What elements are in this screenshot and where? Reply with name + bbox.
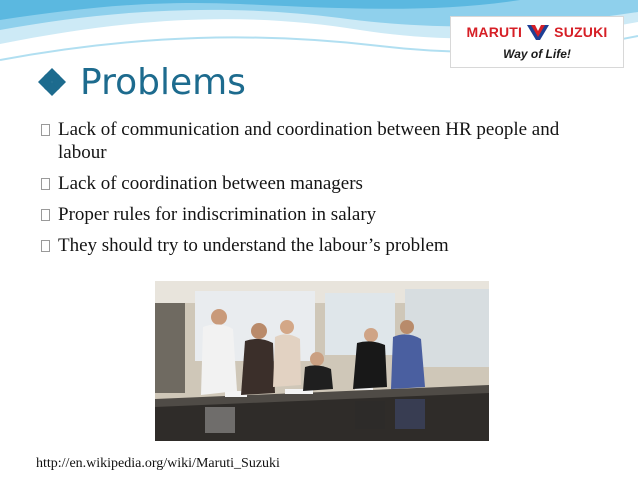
office-meeting-photo <box>155 281 489 441</box>
source-link-text: http://en.wikipedia.org/wiki/Maruti_Suzuki <box>36 456 280 471</box>
problem-item <box>40 118 610 164</box>
logo-brand-maruti: MARUTI <box>466 24 523 40</box>
problem-text: Lack of coordination between managers <box>58 173 363 194</box>
problem-list <box>40 118 610 265</box>
bullet-box-icon <box>41 209 50 221</box>
bullet-box-icon <box>41 124 50 136</box>
problem-text: Proper rules for indiscrimination in salary <box>58 204 377 225</box>
problem-text: Lack of communication and coordination between HR people and labour <box>58 119 560 163</box>
problem-item <box>40 172 610 195</box>
maruti-suzuki-logo <box>450 16 624 68</box>
bullet-box-icon <box>41 178 50 190</box>
slide-title <box>36 58 246 106</box>
problem-item <box>40 234 610 257</box>
logo-tagline: Way of Life! <box>503 47 571 61</box>
bullet-box-icon <box>41 240 50 252</box>
slide-title-text: Problems <box>80 61 246 103</box>
problem-item <box>40 203 610 226</box>
maruti-suzuki-emblem-icon <box>526 23 550 41</box>
diamond-bullet-icon <box>36 66 68 98</box>
problem-text: They should try to understand the labour’s problem <box>58 235 449 256</box>
logo-brand-suzuki: SUZUKI <box>554 24 608 40</box>
